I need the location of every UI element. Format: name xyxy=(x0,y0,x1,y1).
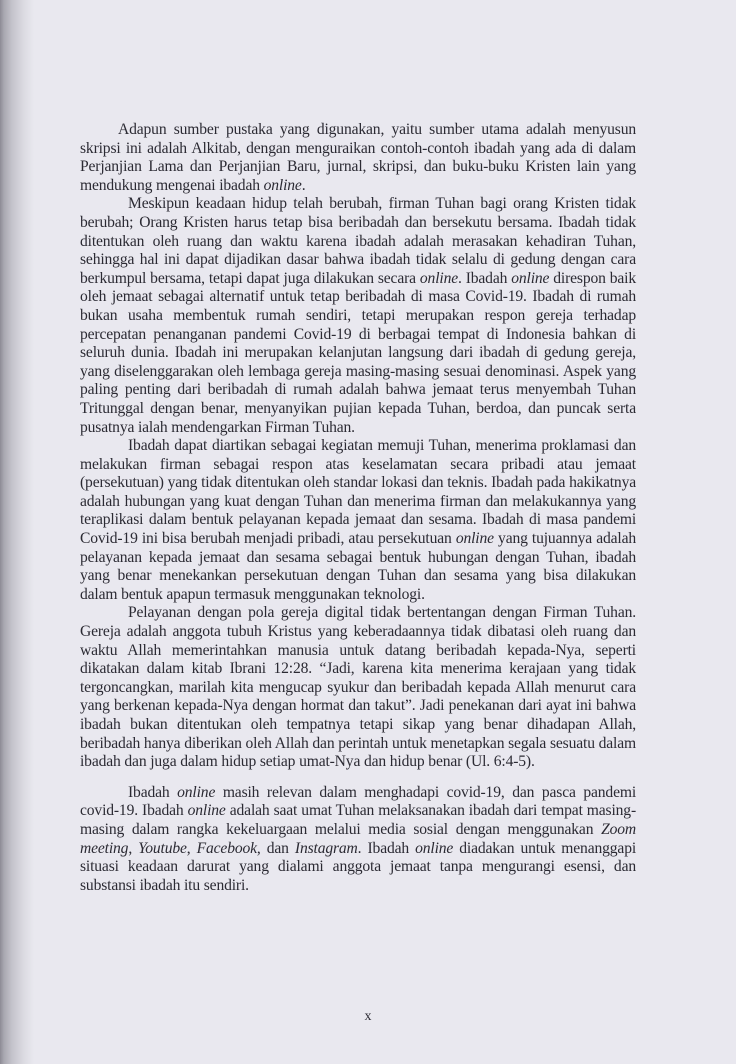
emphasis-online: online xyxy=(263,176,302,194)
paragraph-text: masih relevan dalam menghadapi covid-19, dan pasca pandemi covid-19. Ibadah xyxy=(80,783,637,820)
paragraph-text: , xyxy=(128,839,139,857)
emphasis-online: online xyxy=(177,783,216,801)
paragraph-online-relevance xyxy=(80,784,636,896)
paragraph-worship-definition xyxy=(80,437,636,604)
paragraph-text: diadakan untuk menanggapi situasi keadaan darurat yang dialami anggota jemaat tanpa mengurangi esensi, dan substansi ibadah itu sendiri. xyxy=(80,839,637,894)
emphasis-online: online xyxy=(415,839,454,857)
paragraph-text: Meskipun keadaan hidup telah berubah, firman Tuhan bagi orang Kristen tidak berubah; Orang Kristen harus tetap bisa beribadah dan bersekutu bersama. Ibadah tidak ditentukan oleh ruang dan waktu karena ibadah adalah merasakan kehadiran Tuhan, sehingga hal ini dapat dijadikan dasar bahwa ibadah tidak selalu di gedung dengan cara berkumpul bersama, tetapi dapat juga dilakukan secara xyxy=(80,195,636,287)
emphasis-facebook: Facebook xyxy=(196,839,257,857)
emphasis-online: online xyxy=(455,530,494,548)
paragraph-text: , dan xyxy=(256,839,295,857)
paragraph-text: Adapun sumber pustaka yang digunakan, yaitu sumber utama adalah menyusun skripsi ini adalah Alkitab, dengan menguraikan contoh-contoh ibadah yang ada di dalam Perjanjian Lama dan Perjanjian Baru, jurnal, skripsi, dan buku-buku Kristen lain yang mendukung mengenai ibadah xyxy=(80,121,636,194)
paragraph-text: . xyxy=(301,176,306,194)
paragraph-text: . Ibadah xyxy=(357,839,416,857)
paragraph-text: Ibadah xyxy=(128,783,178,801)
paragraph-text: . Ibadah xyxy=(457,269,512,287)
page-number: x xyxy=(364,1009,372,1024)
emphasis-instagram: Instagram xyxy=(294,839,358,857)
scanner-edge-shadow xyxy=(0,0,34,1064)
paragraph-worship-at-home xyxy=(80,195,636,437)
paragraph-text: , xyxy=(186,839,197,857)
emphasis-online: online xyxy=(511,269,550,287)
paragraph-digital-church xyxy=(80,604,636,771)
paragraph-text: adalah saat umat Tuhan melaksanakan ibadah dari tempat masing-masing dalam rangka kekeluargaan melalui media sosial dengan menggunakan xyxy=(80,802,636,838)
emphasis-online: online xyxy=(187,802,226,820)
paragraph-text: Ibadah dapat diartikan sebagai kegiatan memuji Tuhan, menerima proklamasi dan melakukan firman sebagai respon atas keselamatan secara pribadi atau jemaat (persekutuan) yang tidak ditentukan oleh standar lokasi dan teknis. Ibadah pada hakikatnya adalah hubungan yang kuat dengan Tuhan dan menerima firman dan melakukannya yang teraplikasi dalam bentuk pelayanan kepada jemaat dan sesama. Ibadah di masa pandemi Covid-19 ini bisa berubah menjadi pribadi, atau persekutuan xyxy=(80,437,636,548)
emphasis-youtube: Youtube xyxy=(138,839,187,857)
emphasis-zoom-meeting: Zoom meeting xyxy=(80,820,636,857)
paragraph-sources xyxy=(80,121,636,195)
emphasis-online: online xyxy=(419,269,458,287)
paragraph-text: direspon baik oleh jemaat sebagai alternatif untuk tetap beribadah di masa Covid-19. Ibadah di rumah bukan usaha membentuk rumah sendiri, tetapi merupakan respon gereja terhadap percepatan penanganan pandemi Covid-19 di berbagai tempat di Indonesia bahkan di seluruh dunia. Ibadah ini merupakan kelanjutan langsung dari ibadah di gedung gereja, yang diselenggarakan oleh lembaga gereja masing-masing sesuai denominasi. Aspek yang paling penting dari beribadah di rumah adalah bahwa jemaat terus menyembah Tuhan Tritunggal dengan benar, menyanyikan pujian kepada Tuhan, berdoa, dan puncak serta pusatnya ialah mendengarkan Firman Tuhan. xyxy=(80,269,637,436)
document-body xyxy=(80,121,636,895)
paragraph-text: Pelayanan dengan pola gereja digital tidak bertentangan dengan Firman Tuhan. Gereja adalah anggota tubuh Kristus yang keberadaannya tidak dibatasi oleh ruang dan waktu Allah memerintahkan manusia untuk datang beribadah kepada-Nya, seperti dikatakan dalam kitab Ibrani 12:28. “Jadi, karena kita menerima kerajaan yang tidak tergoncangkan, marilah kita mengucap syukur dan beribadah kepada Allah menurut cara yang berkenan kepada-Nya dengan hormat dan takut”. Jadi penekanan dari ayat ini bahwa ibadah bukan ditentukan oleh tempatnya tetapi sikap yang benar dihadapan Allah, beribadah hanya diberikan oleh Allah dan perintah untuk menetapkan segala sesuatu dalam ibadah dan juga dalam hidup setiap umat-Nya dan hidup benar (Ul. 6:4-5). xyxy=(80,604,636,771)
paragraph-text: yang tujuannya adalah pelayanan kepada jemaat dan sesama sebagai bentuk hubungan dengan Tuhan, ibadah yang benar menekankan persekutuan dengan Tuhan dan sesama yang bisa dilakukan dalam bentuk apapun termasuk menggunakan teknologi. xyxy=(80,530,637,603)
